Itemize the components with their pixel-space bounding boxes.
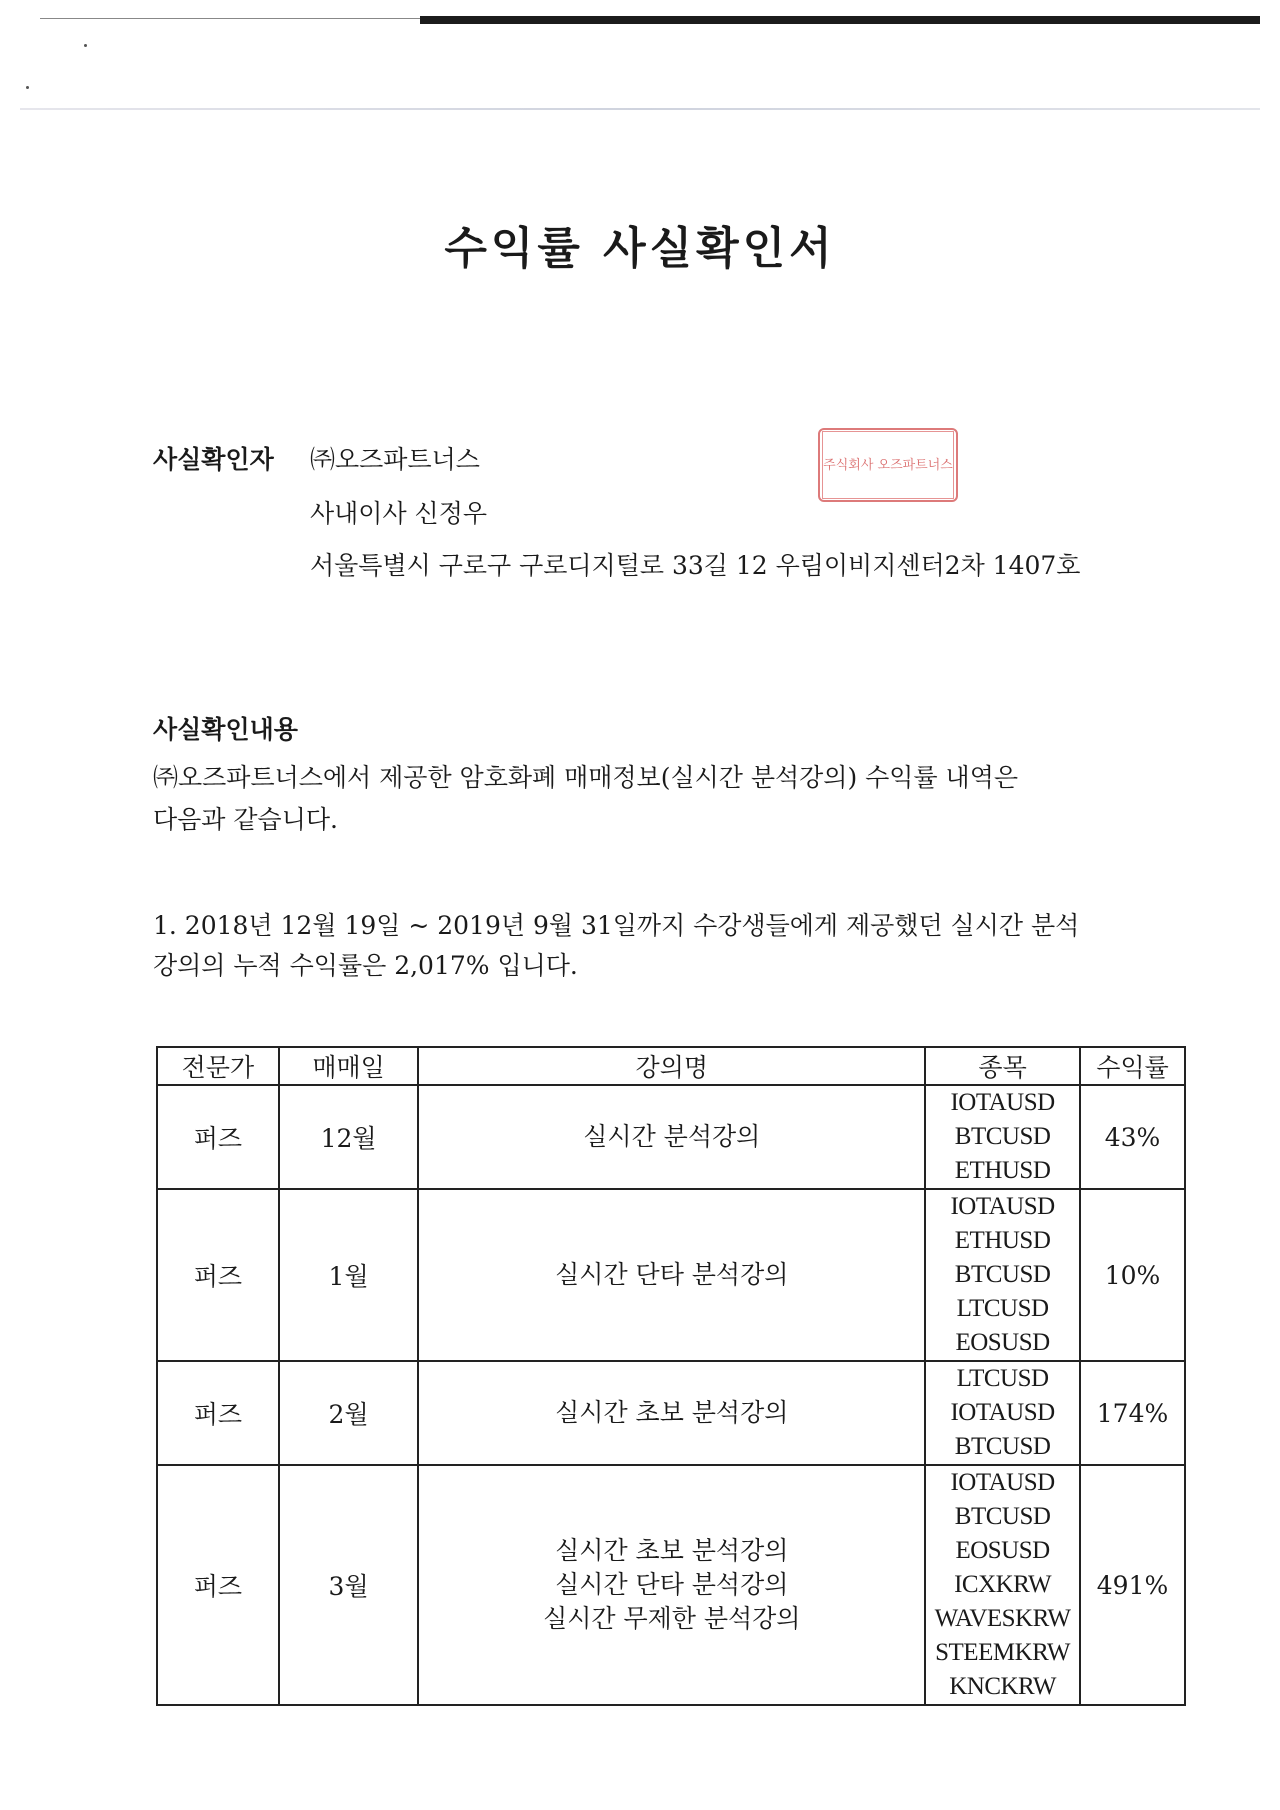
content-intro-line1: ㈜오즈파트너스에서 제공한 암호화폐 매매정보(실시간 분석강의) 수익률 내역은 — [153, 763, 1018, 792]
cell-symbols — [925, 1189, 1080, 1361]
header-expert: 전문가 — [157, 1047, 279, 1085]
confirmer-representative: 사내이사 신정우 — [310, 499, 487, 528]
symbol: IOTAUSD — [950, 1469, 1055, 1496]
cell-expert: 퍼즈 — [157, 1189, 279, 1361]
content-label: 사실확인내용 — [153, 715, 298, 744]
scan-artifact-line — [40, 18, 420, 19]
company-seal-stamp — [818, 428, 958, 502]
symbol: LTCUSD — [956, 1295, 1049, 1322]
symbol: BTCUSD — [954, 1261, 1051, 1288]
lecture-name: 실시간 단타 분석강의 — [555, 1260, 789, 1289]
cell-expert: 퍼즈 — [157, 1361, 279, 1465]
confirmer-label: 사실확인자 — [153, 445, 274, 474]
table-row — [157, 1189, 1185, 1361]
symbol: IOTAUSD — [950, 1089, 1055, 1116]
cell-expert: 퍼즈 — [157, 1465, 279, 1705]
symbol: EOSUSD — [955, 1329, 1050, 1356]
symbol: BTCUSD — [954, 1503, 1051, 1530]
symbol: LTCUSD — [956, 1365, 1049, 1392]
cell-return: 491% — [1080, 1465, 1185, 1705]
lecture-name: 실시간 초보 분석강의 — [555, 1536, 789, 1565]
table-row — [157, 1361, 1185, 1465]
confirmer-address: 서울특별시 구로구 구로디지털로 33길 12 우림이비지센터2차 1407호 — [310, 551, 1081, 580]
stamp-text: 주식회사 오즈파트너스 — [823, 457, 953, 473]
cell-return: 10% — [1080, 1189, 1185, 1361]
item1-line1: 1. 2018년 12월 19일 ~ 2019년 9월 31일까지 수강생들에게 제공했던 실시간 분석 — [153, 911, 1080, 940]
symbol: BTCUSD — [954, 1123, 1051, 1150]
cell-trade-date: 12월 — [279, 1085, 419, 1189]
symbol: ICXKRW — [954, 1571, 1052, 1598]
lecture-name: 실시간 단타 분석강의 — [555, 1570, 789, 1599]
symbol: IOTAUSD — [950, 1193, 1055, 1220]
document-title: 수익률 사실확인서 — [444, 223, 836, 274]
cell-return: 174% — [1080, 1361, 1185, 1465]
content-intro-line2: 다음과 같습니다. — [153, 805, 338, 834]
symbol: ETHUSD — [954, 1157, 1051, 1184]
symbol: KNCKRW — [949, 1673, 1056, 1700]
header-lecture-name: 강의명 — [418, 1047, 925, 1085]
confirmer-company: ㈜오즈파트너스 — [310, 445, 480, 474]
cell-trade-date: 1월 — [279, 1189, 419, 1361]
cell-trade-date: 3월 — [279, 1465, 419, 1705]
cell-return: 43% — [1080, 1085, 1185, 1189]
symbol: BTCUSD — [954, 1433, 1051, 1460]
scan-artifact-line — [20, 108, 1260, 110]
cell-trade-date: 2월 — [279, 1361, 419, 1465]
cell-lecture-name — [418, 1465, 925, 1705]
cell-lecture-name — [418, 1189, 925, 1361]
scan-speck — [84, 44, 87, 47]
cell-symbols — [925, 1465, 1080, 1705]
table-header-row — [157, 1047, 1185, 1085]
symbol: EOSUSD — [955, 1537, 1050, 1564]
cell-lecture-name — [418, 1361, 925, 1465]
cell-expert: 퍼즈 — [157, 1085, 279, 1189]
symbol: STEEMKRW — [935, 1639, 1071, 1666]
item1-line2: 강의의 누적 수익률은 2,017% 입니다. — [153, 951, 578, 980]
header-trade-date: 매매일 — [279, 1047, 419, 1085]
scan-artifact-bar — [420, 16, 1260, 24]
symbol: IOTAUSD — [950, 1399, 1055, 1426]
header-symbol: 종목 — [925, 1047, 1080, 1085]
cell-symbols — [925, 1085, 1080, 1189]
lecture-name: 실시간 무제한 분석강의 — [543, 1604, 801, 1633]
lecture-name: 실시간 분석강의 — [583, 1122, 761, 1151]
symbol: WAVESKRW — [934, 1605, 1071, 1632]
cell-lecture-name — [418, 1085, 925, 1189]
header-return: 수익률 — [1080, 1047, 1185, 1085]
table-row — [157, 1085, 1185, 1189]
scan-speck — [26, 86, 29, 89]
symbol: ETHUSD — [954, 1227, 1051, 1254]
returns-table — [156, 1046, 1186, 1706]
table-row — [157, 1465, 1185, 1705]
lecture-name: 실시간 초보 분석강의 — [555, 1398, 789, 1427]
cell-symbols — [925, 1361, 1080, 1465]
